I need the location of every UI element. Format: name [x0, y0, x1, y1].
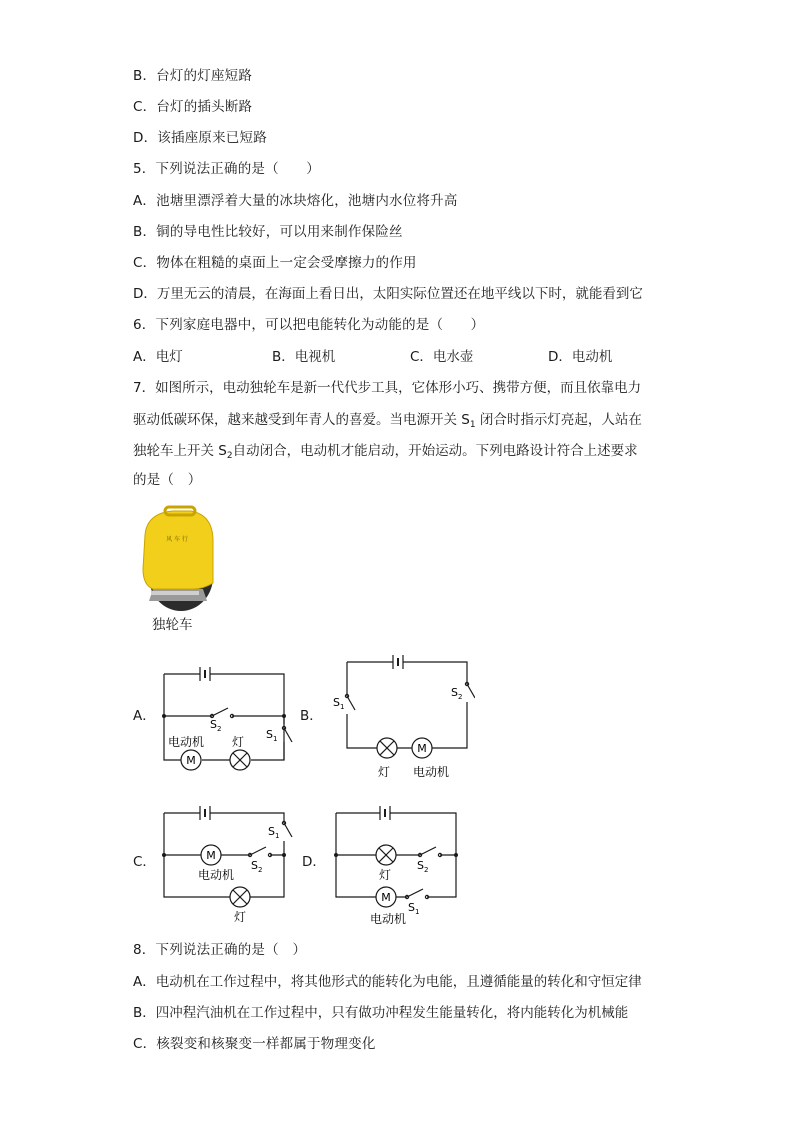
switch-s2 — [420, 847, 436, 855]
switch-s1 — [284, 823, 292, 837]
svg-text:S: S — [333, 696, 340, 709]
q7-stem-line2: 驱动低碳环保，越来越受到年青人的喜爱。当电源开关 $S_1$ 闭合时指示灯亮起，人站在 — [133, 412, 642, 430]
circuit-b-diagram — [325, 652, 475, 782]
q8-stem: 8．下列说法正确的是（ ） — [133, 942, 307, 958]
q6-option-b: B．电视机 — [272, 349, 336, 365]
switch-s2 — [250, 847, 266, 855]
svg-text:1: 1 — [340, 703, 345, 711]
q6-option-a: A．电灯 — [133, 349, 183, 365]
unicycle-body — [143, 511, 213, 589]
circuit-c-diagram — [150, 803, 295, 928]
switch-s1 — [284, 728, 292, 742]
svg-text:电动机: 电动机 — [413, 765, 450, 779]
svg-text:S: S — [408, 901, 415, 914]
svg-text:电动机: 电动机 — [370, 912, 407, 926]
svg-text:灯: 灯 — [379, 868, 392, 882]
q5-option-c: C．物体在粗糙的桌面上一定会受摩擦力的作用 — [133, 255, 417, 271]
switch-s2 — [467, 684, 475, 698]
q6-stem: 6．下列家庭电器中，可以把电能转化为动能的是（ ） — [133, 317, 485, 333]
switch-s1 — [347, 696, 355, 710]
svg-text:M: M — [186, 754, 196, 767]
unicycle-logo: 风 车 行 — [166, 536, 188, 543]
q6-option-d: D．电动机 — [548, 349, 613, 365]
svg-text:2: 2 — [424, 866, 429, 874]
switch-s1 — [407, 889, 423, 897]
q7-stem-line1: 7．如图所示，电动独轮车是新一代代步工具，它体形小巧、携带方便，而且依靠电力 — [133, 380, 642, 396]
svg-text:1: 1 — [275, 832, 280, 840]
q6-option-c: C．电水壶 — [410, 349, 474, 365]
circuit-a-label: A． — [133, 708, 156, 724]
svg-text:2: 2 — [258, 866, 263, 874]
svg-text:2: 2 — [217, 725, 222, 733]
svg-text:S: S — [251, 859, 258, 872]
q5-option-a: A．池塘里漂浮着大量的冰块熔化，池塘内水位将升高 — [133, 193, 458, 209]
svg-text:灯: 灯 — [378, 765, 391, 779]
q8-option-c: C．核裂变和核聚变一样都属于物理变化 — [133, 1036, 376, 1052]
svg-text:M: M — [417, 742, 427, 755]
svg-text:M: M — [381, 891, 391, 904]
svg-text:2: 2 — [458, 693, 463, 701]
q4-option-c: C．台灯的插头断路 — [133, 99, 253, 115]
q7-stem-line3: 独轮车上开关 $S_2$自动闭合，电动机才能启动，开始运动。下列电路设计符合上述要求 — [133, 443, 638, 461]
svg-text:灯: 灯 — [232, 735, 245, 749]
svg-text:S: S — [417, 859, 424, 872]
svg-text:1: 1 — [415, 908, 420, 916]
unicycle-image — [133, 505, 223, 615]
svg-text:S: S — [266, 728, 273, 741]
q8-option-a: A．电动机在工作过程中，将其他形式的能转化为电能，且遵循能量的转化和守恒定律 — [133, 974, 642, 990]
svg-text:电动机: 电动机 — [198, 868, 235, 882]
q5-option-b: B．铜的导电性比较好，可以用来制作保险丝 — [133, 224, 403, 240]
circuit-b-label: B． — [300, 708, 323, 724]
unicycle-caption: 独轮车 — [152, 617, 193, 633]
svg-text:1: 1 — [273, 735, 278, 743]
svg-text:S: S — [268, 825, 275, 838]
circuit-c-label: C． — [133, 854, 156, 870]
svg-text:M: M — [206, 849, 216, 862]
svg-text:S: S — [451, 686, 458, 699]
circuit-a-diagram — [150, 662, 295, 782]
q4-option-b: B．台灯的灯座短路 — [133, 68, 253, 84]
q7-stem-line4: 的是（ ） — [133, 472, 202, 488]
circuit-d-diagram — [322, 803, 467, 928]
svg-text:S: S — [210, 718, 217, 731]
switch-s2 — [212, 708, 228, 716]
q4-option-d: D．该插座原来已短路 — [133, 130, 267, 146]
q5-option-d: D．万里无云的清晨，在海面上看日出，太阳实际位置还在地平线以下时，就能看到它 — [133, 286, 643, 302]
circuit-d-label: D． — [302, 854, 326, 870]
svg-text:电动机: 电动机 — [168, 735, 205, 749]
q8-option-b: B．四冲程汽油机在工作过程中，只有做功冲程发生能量转化，将内能转化为机械能 — [133, 1005, 629, 1021]
q5-stem: 5．下列说法正确的是（ ） — [133, 161, 320, 177]
svg-text:灯: 灯 — [234, 910, 247, 924]
